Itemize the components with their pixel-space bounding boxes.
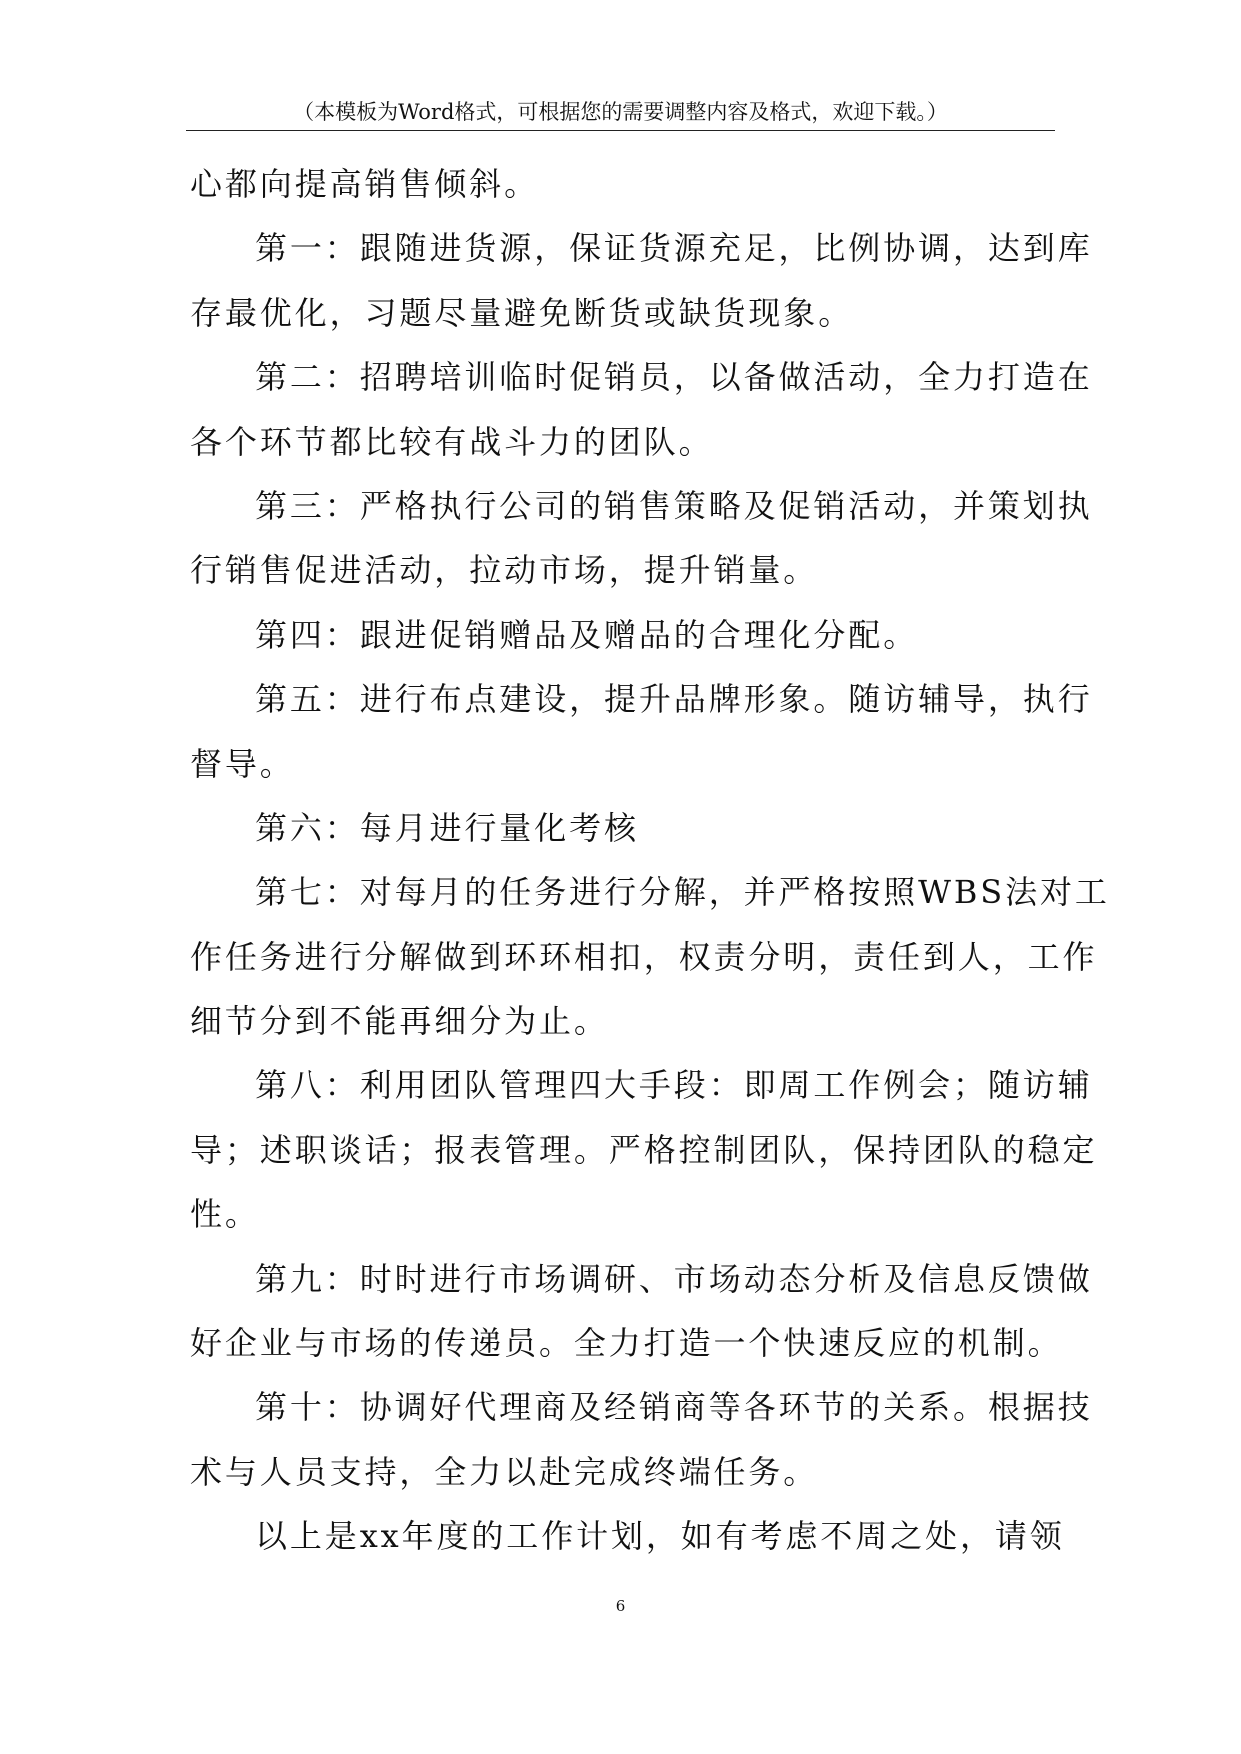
text-line: 第十：协调好代理商及经销商等各环节的关系。根据技: [255, 1388, 1093, 1427]
document-body: [190, 152, 1110, 1569]
text-line: 第二：招聘培训临时促销员，以备做活动，全力打造在: [255, 358, 1093, 397]
text-line: 督导。: [190, 744, 295, 783]
page-number: 6: [615, 1597, 626, 1615]
text-line: 以上是xx年度的工作计划，如有考虑不周之处，请领: [255, 1517, 1065, 1556]
text-line: 行销售促进活动，拉动市场，提升销量。: [190, 551, 819, 590]
text-line: 作任务进行分解做到环环相扣，权责分明，责任到人，工作: [190, 937, 1098, 976]
text-line: 性。: [190, 1195, 260, 1234]
text-line: 导；述职谈话；报表管理。严格控制团队，保持团队的稳定: [190, 1130, 1098, 1169]
page-header: （本模板为Word格式，可根据您的需要调整内容及格式，欢迎下载。）: [293, 100, 948, 124]
text-line: 存最优化，习题尽量避免断货或缺货现象。: [190, 293, 854, 332]
text-line: 第四：跟进促销赠品及赠品的合理化分配。: [255, 615, 919, 654]
text-line: 心都向提高销售倾斜。: [190, 165, 540, 203]
text-line: 第九：时时进行市场调研、市场动态分析及信息反馈做: [255, 1259, 1093, 1298]
text-line: 第一：跟随进货源，保证货源充足，比例协调，达到库: [255, 229, 1093, 268]
text-line: 各个环节都比较有战斗力的团队。: [190, 422, 714, 461]
text-line: 第八：利用团队管理四大手段：即周工作例会；随访辅: [255, 1066, 1093, 1105]
header-divider: [186, 130, 1055, 131]
text-line: 细节分到不能再细分为止。: [190, 1002, 609, 1041]
text-line: 第五：进行布点建设，提升品牌形象。随访辅导，执行: [255, 680, 1093, 719]
text-line: 术与人员支持，全力以赴完成终端任务。: [190, 1452, 819, 1491]
text-line: 好企业与市场的传递员。全力打造一个快速反应的机制。: [190, 1324, 1063, 1363]
text-line: 第三：严格执行公司的销售策略及促销活动，并策划执: [255, 486, 1093, 525]
text-line: 第七：对每月的任务进行分解，并严格按照WBS法对工: [255, 873, 1110, 912]
text-line: 第六：每月进行量化考核: [255, 808, 639, 847]
